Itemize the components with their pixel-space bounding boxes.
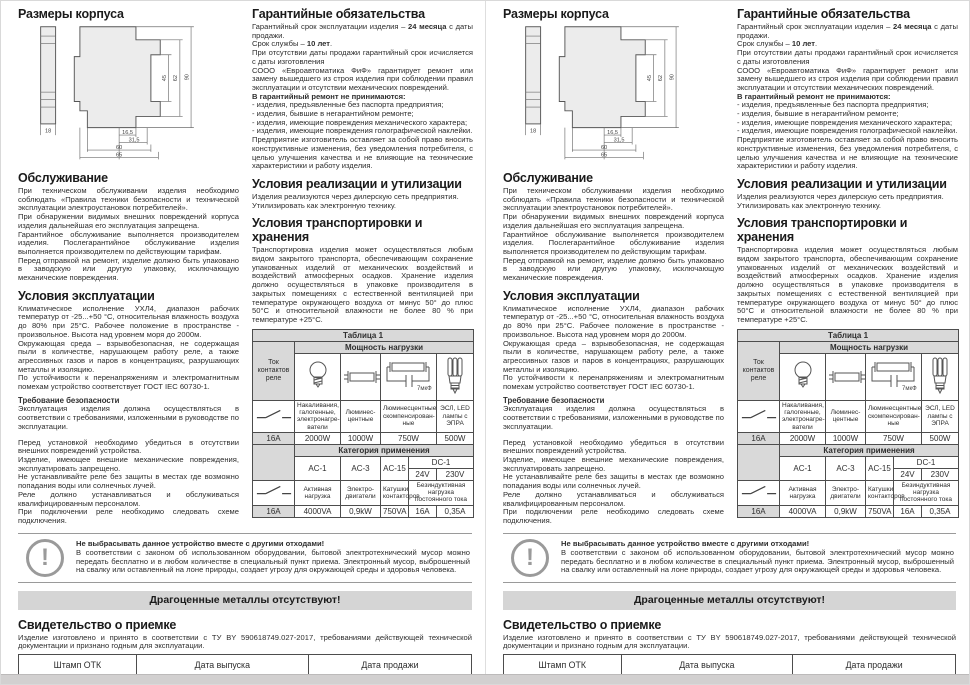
load-value-cell: 1000W (826, 432, 866, 444)
load-type-cell: Люминесцентные скомпенсированные (866, 400, 922, 432)
service-title: Обслуживание (18, 171, 108, 185)
load-type-cell: ЭСЛ, LED лампы с ЭПРА (922, 400, 959, 432)
category-type-cell: Активная нагрузка (295, 480, 341, 505)
left-column (503, 7, 724, 526)
dim-65: 65 (116, 152, 123, 159)
category-type-cell: Электродвигатели (826, 480, 866, 505)
dim-45: 45 (161, 75, 168, 82)
incandescent-lamp-icon (790, 358, 816, 396)
dim-18: 18 (530, 128, 537, 135)
dim-31-5: 31,5 (128, 137, 140, 144)
acceptance-column-header: Дата продажи (793, 655, 956, 675)
dim-62: 62 (658, 75, 665, 82)
warranty-list-item: - изделия, имеющие повреждения голографической наклейки. (737, 126, 958, 136)
service-paragraph: При обнаружении видимых внешних повреждений корпуса изделия дальнейшая его эксплуатация запрещена. (18, 212, 239, 230)
disposal-warning-text (76, 540, 470, 575)
dimensions-diagram (503, 23, 709, 165)
warranty-term: Гарантийный срок эксплуатации изделия – 24 месяца с даты продажи. (252, 22, 473, 40)
disposal-warning (503, 533, 956, 583)
warranty-list-item: - изделия, бывшие в негарантийном ремонте; (737, 109, 899, 119)
dim-90: 90 (184, 74, 191, 81)
exclamation-icon: ! (511, 539, 549, 577)
warranty-paragraph: При отсутствии даты продажи гарантийный срок исчисляется с даты изготовления (252, 48, 473, 66)
category-header-cell: Категория применения (780, 444, 959, 456)
category-cell: DC-1 (894, 456, 959, 468)
dim-90: 90 (669, 74, 676, 81)
warranty-title: Гарантийные обязательства (252, 7, 425, 21)
service-paragraph: Гарантийное обслуживание выполняется производителем изделия. Послегарантийное обслуживание изделия выполняется производителем по действующим тарифам. (18, 229, 239, 256)
side-view-body (526, 27, 541, 124)
page-bottom-edge (1, 674, 969, 684)
load-type-cell: Накаливания, галогенные, электронагреватели (780, 400, 826, 432)
transport-paragraph: Транспортировка изделия может осуществляться любым видом закрытого транспорта, обеспечивающим сохранение упакованных изделий от механических воздействий и воздействий атмосферных осадков. Хранение изделия должно осуществляться в упаковке производителя в закрытых помещениях с естественной вентиляцией при температуре окружающего воздуха от минус 50° до плюс 50°С и относительной влажности не более 80 % при температуре +25°С. (252, 245, 473, 324)
esl-led-lamp-icon (445, 357, 465, 397)
operating-paragraph: По устойчивости к перенапряжениям и электромагнитным помехам устройство соответствует ГОСТ IEC 60730-1. (503, 373, 724, 392)
safety-paragraph: Не устанавливайте реле без защиты в местах где возможно попадания воды или солнечных лучей. (503, 472, 724, 491)
category-value-cell: 0,35A (922, 505, 959, 517)
category-value-cell: 4000VA (295, 505, 341, 517)
fluorescent-tube-icon (343, 369, 381, 385)
load-value-cell: 750W (866, 432, 922, 444)
capacitor-label: 7мкФ (902, 385, 917, 392)
category-type-cell: Активная нагрузка (780, 480, 826, 505)
safety-paragraph: При подключении реле необходимо следовать схеме подключения. (18, 507, 239, 525)
relay-current-header-cell: Ток контактов реле (738, 341, 780, 400)
relay-current-header-cell: Ток контактов реле (253, 341, 295, 400)
disposal-warning-title: Не выбрасывать данное устройство вместе с другими отходами! (76, 539, 325, 549)
category-cell: AC-3 (341, 456, 381, 480)
safety-paragraph: Перед установкой необходимо убедиться в отсутствии внешних повреждений устройства. (503, 437, 724, 456)
incandescent-lamp-cell (780, 353, 826, 400)
esl-led-lamp-cell (922, 353, 959, 400)
precious-metals-banner: Драгоценные металлы отсутствуют! (503, 591, 956, 610)
warranty-title: Гарантийные обязательства (737, 7, 910, 21)
category-type-cell: Электродвигатели (341, 480, 381, 505)
safety-intro: Эксплуатация изделия должна осуществляться в соответствии с требованиями, изложенными в руководстве по эксплуатации. (18, 404, 239, 431)
safety-paragraph: При подключении реле необходимо следовать схеме подключения. (503, 507, 724, 525)
realization-paragraph: Утилизировать как электронную технику. (252, 200, 396, 210)
load-type-cell: Люминесцентные (826, 400, 866, 432)
warranty-paragraph: СООО «Евроавтоматика ФиФ» гарантирует ремонт или замену вышедшего из строя изделия при соблюдении правил эксплуатации и отсутствии механических повреждений. (737, 65, 958, 92)
relay-contact-cell (738, 400, 780, 432)
warranty-list-item: - изделия, бывшие в негарантийном ремонте; (252, 109, 414, 119)
left-column (18, 7, 239, 526)
table1-caption: Таблица 1 (253, 329, 474, 341)
category-header-cell: Категория применения (295, 444, 474, 456)
category-type-cell: Безиндуктивная нагрузка постоянного тока (894, 480, 959, 505)
fluorescent-tube-cell (826, 353, 866, 400)
profile-outline (74, 27, 160, 128)
disposal-warning (18, 533, 472, 583)
service-title: Обслуживание (503, 171, 593, 185)
case-dimensions-drawing (503, 23, 724, 165)
compensated-fluorescent-tube-icon (868, 361, 920, 393)
realization-title: Условия реализации и утилизации (252, 176, 462, 191)
relay-contact-cell (738, 480, 780, 505)
compensated-tube-cell (381, 353, 437, 400)
operating-paragraph: По устойчивости к перенапряжениям и электромагнитным помехам устройство соответствует ГОСТ IEC 60730-1. (18, 373, 239, 392)
acceptance-column-header: Штамп ОТК (19, 655, 137, 675)
category-cell: AC-15 (381, 456, 409, 480)
fluorescent-tube-cell (341, 353, 381, 400)
operating-title: Условия эксплуатации (503, 288, 640, 303)
fluorescent-tube-icon (828, 369, 866, 385)
panel-columns (18, 7, 472, 526)
right-column (737, 7, 958, 526)
safety-paragraph: Перед установкой необходимо убедиться в отсутствии внешних повреждений устройства. (18, 437, 239, 456)
category-value-cell: 0,9kW (341, 505, 381, 517)
realization-paragraph: Изделия реализуются через дилерскую сеть предприятия. (252, 191, 459, 201)
disposal-warning-text (561, 540, 954, 575)
relay-column-spacer (738, 444, 780, 480)
warranty-list-item: - изделия, имеющие повреждения механического характера; (737, 117, 953, 127)
operating-paragraph: Окружающая среда – взрывобезопасная, не содержащая пыли в количестве, нарушающем работу реле, а также агрессивных газов и паров в концентрациях, разрушающих металлы и изоляцию. (503, 338, 724, 374)
precious-metals-banner: Драгоценные металлы отсутствуют! (18, 591, 472, 610)
relay-current-cell: 16A (738, 432, 780, 444)
realization-paragraph: Утилизировать как электронную технику. (737, 200, 881, 210)
operating-title: Условия эксплуатации (18, 288, 155, 303)
safety-paragraph: Изделие, имеющее внешние механические повреждения, эксплуатировать запрещено. (503, 454, 724, 473)
dim-16-5: 16,5 (607, 130, 618, 137)
category-cell: AC-1 (295, 456, 341, 480)
dim-45: 45 (646, 75, 653, 82)
dim-31-5: 31,5 (613, 137, 625, 144)
dc-voltage-cell: 24V (409, 468, 437, 480)
dim-62: 62 (173, 75, 180, 82)
service-paragraph: При техническом обслуживании изделия необходимо соблюдать «Правила техники безопасности и технической эксплуатации электроустановок потребителей». (18, 186, 239, 213)
transport-title: Условия транспортировки и хранения (252, 216, 423, 245)
warranty-paragraph: Предприятие изготовитель оставляет за собой право вносить конструктивные изменения, без уведомления потребителя, с целью улучшения качества и не влияющие на технические характеристики и работу изделия. (737, 135, 958, 171)
relay-contact-icon (741, 483, 777, 497)
category-cell: DC-1 (409, 456, 474, 468)
warranty-not-accepted-title: В гарантийный ремонт не принимаются: (737, 91, 891, 101)
load-value-cell: 750W (381, 432, 437, 444)
warranty-paragraph: Предприятие изготовитель оставляет за собой право вносить конструктивные изменения, без уведомления потребителя, с целью улучшения качества и не влияющие на технические характеристики и работу изделия. (252, 135, 473, 171)
warranty-list-item: - изделия, имеющие повреждения механического характера; (252, 117, 468, 127)
safety-paragraph: Изделие, имеющее внешние механические повреждения, эксплуатировать запрещено. (18, 454, 239, 473)
load-value-cell: 2000W (295, 432, 341, 444)
category-type-cell: Катушки контакторов (866, 480, 894, 505)
esl-led-lamp-icon (930, 357, 950, 397)
acceptance-column-header: Дата продажи (308, 655, 471, 675)
dim-60: 60 (601, 145, 608, 152)
warranty-paragraph: При отсутствии даты продажи гарантийный срок исчисляется с даты изготовления (737, 48, 958, 66)
table1-caption: Таблица 1 (738, 329, 959, 341)
warranty-term: Гарантийный срок эксплуатации изделия – 24 месяца с даты продажи. (737, 22, 958, 40)
category-value-cell: 0,35A (437, 505, 474, 517)
safety-paragraph: Реле должно устанавливаться и обслуживаться квалифицированным персоналом. (18, 489, 239, 508)
service-paragraph: Гарантийное обслуживание выполняется производителем изделия. Послегарантийное обслуживание изделия выполняется производителем по действующим тарифам. (503, 229, 724, 256)
dimensions-diagram (18, 23, 224, 165)
safety-paragraph: Не устанавливайте реле без защиты в местах где возможно попадания воды или солнечных лучей. (18, 472, 239, 491)
relay-contact-icon (741, 407, 777, 421)
esl-led-lamp-cell (437, 353, 474, 400)
category-cell: AC-15 (866, 456, 894, 480)
safety-intro: Эксплуатация изделия должна осуществляться в соответствии с требованиями, изложенными в руководстве по эксплуатации. (503, 404, 724, 431)
category-value-cell: 16A (894, 505, 922, 517)
operating-paragraph: Окружающая среда – взрывобезопасная, не содержащая пыли в количестве, нарушающем работу реле, а также агрессивных газов и паров в концентрациях, разрушающих металлы и изоляцию. (18, 338, 239, 374)
dimensions-title: Размеры корпуса (503, 7, 609, 21)
profile-outline (559, 27, 645, 128)
case-dimensions-drawing (18, 23, 239, 165)
panel-columns (503, 7, 956, 526)
service-paragraph: При обнаружении видимых внешних повреждений корпуса изделия дальнейшая его эксплуатация запрещена. (503, 212, 724, 230)
load-type-cell: Накаливания, галогенные, электронагреватели (295, 400, 341, 432)
load-value-cell: 500W (437, 432, 474, 444)
relay-contact-icon (256, 407, 292, 421)
safety-paragraph: Реле должно устанавливаться и обслуживаться квалифицированным персоналом. (503, 489, 724, 508)
category-value-cell: 750VA (866, 505, 894, 517)
capacitor-label: 7мкФ (417, 385, 432, 392)
load-power-header-cell: Мощность нагрузки (780, 341, 959, 353)
incandescent-lamp-icon (305, 358, 331, 396)
category-value-cell: 4000VA (780, 505, 826, 517)
dc-voltage-cell: 230V (922, 468, 959, 480)
warranty-list-item: - изделия, предъявленные без паспорта предприятия; (252, 100, 444, 110)
transport-title: Условия транспортировки и хранения (737, 216, 908, 245)
warranty-list-item: - изделия, предъявленные без паспорта предприятия; (737, 100, 929, 110)
service-paragraph: Перед отправкой на ремонт, изделие должно быть упаковано в заводскую или другую упаковку, исключающую механические повреждения. (503, 255, 724, 283)
relay-contact-icon (256, 483, 292, 497)
warranty-paragraph: СООО «Евроавтоматика ФиФ» гарантирует ремонт или замену вышедшего из строя изделия при соблюдении правил эксплуатации и отсутствии механических повреждений. (252, 65, 473, 92)
dim-16-5: 16,5 (122, 130, 133, 137)
load-value-cell: 500W (922, 432, 959, 444)
relay-current-cell: 16A (738, 505, 780, 517)
warranty-list-item: - изделия, имеющие повреждения голографической наклейки. (252, 126, 473, 136)
safety-subtitle: Требование безопасности (18, 395, 120, 405)
operating-paragraph: Климатическое исполнение УХЛ4, диапазон рабочих температур от -25...+50 °С, относительная влажность воздуха до 80% при 25°С. Рабочее положение в пространстве - произвольное. Высота над уровнем моря до 2000м. (503, 303, 724, 339)
relay-current-cell: 16A (253, 432, 295, 444)
acceptance-text: Изделие изготовлено и принято в соответствии с ТУ BY 590618749.027-2017, требованиями действующей технической документации и признано годным для эксплуатации. (503, 632, 956, 651)
compensated-fluorescent-tube-icon (383, 361, 435, 393)
relay-current-cell: 16A (253, 505, 295, 517)
passport-panel-right (485, 1, 969, 684)
compensated-tube-cell (866, 353, 922, 400)
disposal-warning-title: Не выбрасывать данное устройство вместе с другими отходами! (561, 539, 810, 549)
relay-contact-cell (253, 480, 295, 505)
acceptance-column-header: Дата выпуска (621, 655, 793, 675)
load-value-cell: 2000W (780, 432, 826, 444)
right-column (252, 7, 473, 526)
disposal-warning-body: В соответствии с законом об использованном оборудовании, бытовой электротехнический мусор можно передать бесплатно и в любом количестве в специальный пункт приема. Электронный мусор, выброшенный на свалку или оставленный на лоне природы, создает угрозу для окружающей среды и здоровья человека. (561, 547, 954, 575)
load-capacity-table (252, 329, 474, 518)
acceptance-column-header: Дата выпуска (136, 655, 308, 675)
dc-voltage-cell: 230V (437, 468, 474, 480)
load-type-cell: Люминесцентные (341, 400, 381, 432)
realization-paragraph: Изделия реализуются через дилерскую сеть предприятия. (737, 191, 944, 201)
disposal-warning-body: В соответствии с законом об использованном оборудовании, бытовой электротехнический мусор можно передать бесплатно и в любом количестве в специальный пункт приема. Электронный мусор, выброшенный на свалку или оставленный на лоне природы, создает угрозу для окружающей среды и здоровья человека. (76, 547, 470, 575)
relay-column-spacer (253, 444, 295, 480)
dim-60: 60 (116, 145, 123, 152)
category-cell: AC-1 (780, 456, 826, 480)
category-value-cell: 750VA (381, 505, 409, 517)
acceptance-text: Изделие изготовлено и принято в соответствии с ТУ BY 590618749.027-2017, требованиями действующей технической документации и признано годным для эксплуатации. (18, 632, 472, 651)
category-value-cell: 16A (409, 505, 437, 517)
dim-18: 18 (45, 128, 52, 135)
operating-paragraph: Климатическое исполнение УХЛ4, диапазон рабочих температур от -25...+50 °С, относительная влажность воздуха до 80% при 25°С. Рабочее положение в пространстве - произвольное. Высота над уровнем моря до 2000м. (18, 303, 239, 339)
service-paragraph: При техническом обслуживании изделия необходимо соблюдать «Правила техники безопасности и технической эксплуатации электроустановок потребителей». (503, 186, 724, 213)
passport-panel-left (1, 1, 485, 684)
warranty-life: Срок службы – 10 лет. (252, 39, 333, 49)
relay-contact-cell (253, 400, 295, 432)
dc-voltage-cell: 24V (894, 468, 922, 480)
load-power-header-cell: Мощность нагрузки (295, 341, 474, 353)
category-type-cell: Безиндуктивная нагрузка постоянного тока (409, 480, 474, 505)
warranty-not-accepted-title: В гарантийный ремонт не принимаются: (252, 91, 406, 101)
acceptance-title: Свидетельство о приемке (503, 617, 662, 632)
load-type-cell: Люминесцентные скомпенсированные (381, 400, 437, 432)
dim-65: 65 (601, 152, 608, 159)
transport-paragraph: Транспортировка изделия может осуществляться любым видом закрытого транспорта, обеспечивающим сохранение упакованных изделий от механических воздействий и воздействий атмосферных осадков. Хранение изделия должно осуществляться в упаковке производителя в закрытых помещениях с естественной вентиляцией при температуре окружающего воздуха от минус 50° до плюс 50°С и относительной влажности не более 80 % при температуре +25°С. (737, 245, 958, 324)
service-paragraph: Перед отправкой на ремонт, изделие должно быть упаковано в заводскую или другую упаковку, исключающую механические повреждения. (18, 255, 239, 283)
warranty-life: Срок службы – 10 лет. (737, 39, 818, 49)
acceptance-column-header: Штамп ОТК (504, 655, 622, 675)
load-capacity-table (737, 329, 959, 518)
dimensions-title: Размеры корпуса (18, 7, 124, 21)
realization-title: Условия реализации и утилизации (737, 176, 947, 191)
exclamation-icon: ! (26, 539, 64, 577)
category-cell: AC-3 (826, 456, 866, 480)
acceptance-title: Свидетельство о приемке (18, 617, 177, 632)
category-value-cell: 0,9kW (826, 505, 866, 517)
incandescent-lamp-cell (295, 353, 341, 400)
safety-subtitle: Требование безопасности (503, 395, 605, 405)
load-type-cell: ЭСЛ, LED лампы с ЭПРА (437, 400, 474, 432)
load-value-cell: 1000W (341, 432, 381, 444)
side-view-body (41, 27, 56, 124)
category-type-cell: Катушки контакторов (381, 480, 409, 505)
